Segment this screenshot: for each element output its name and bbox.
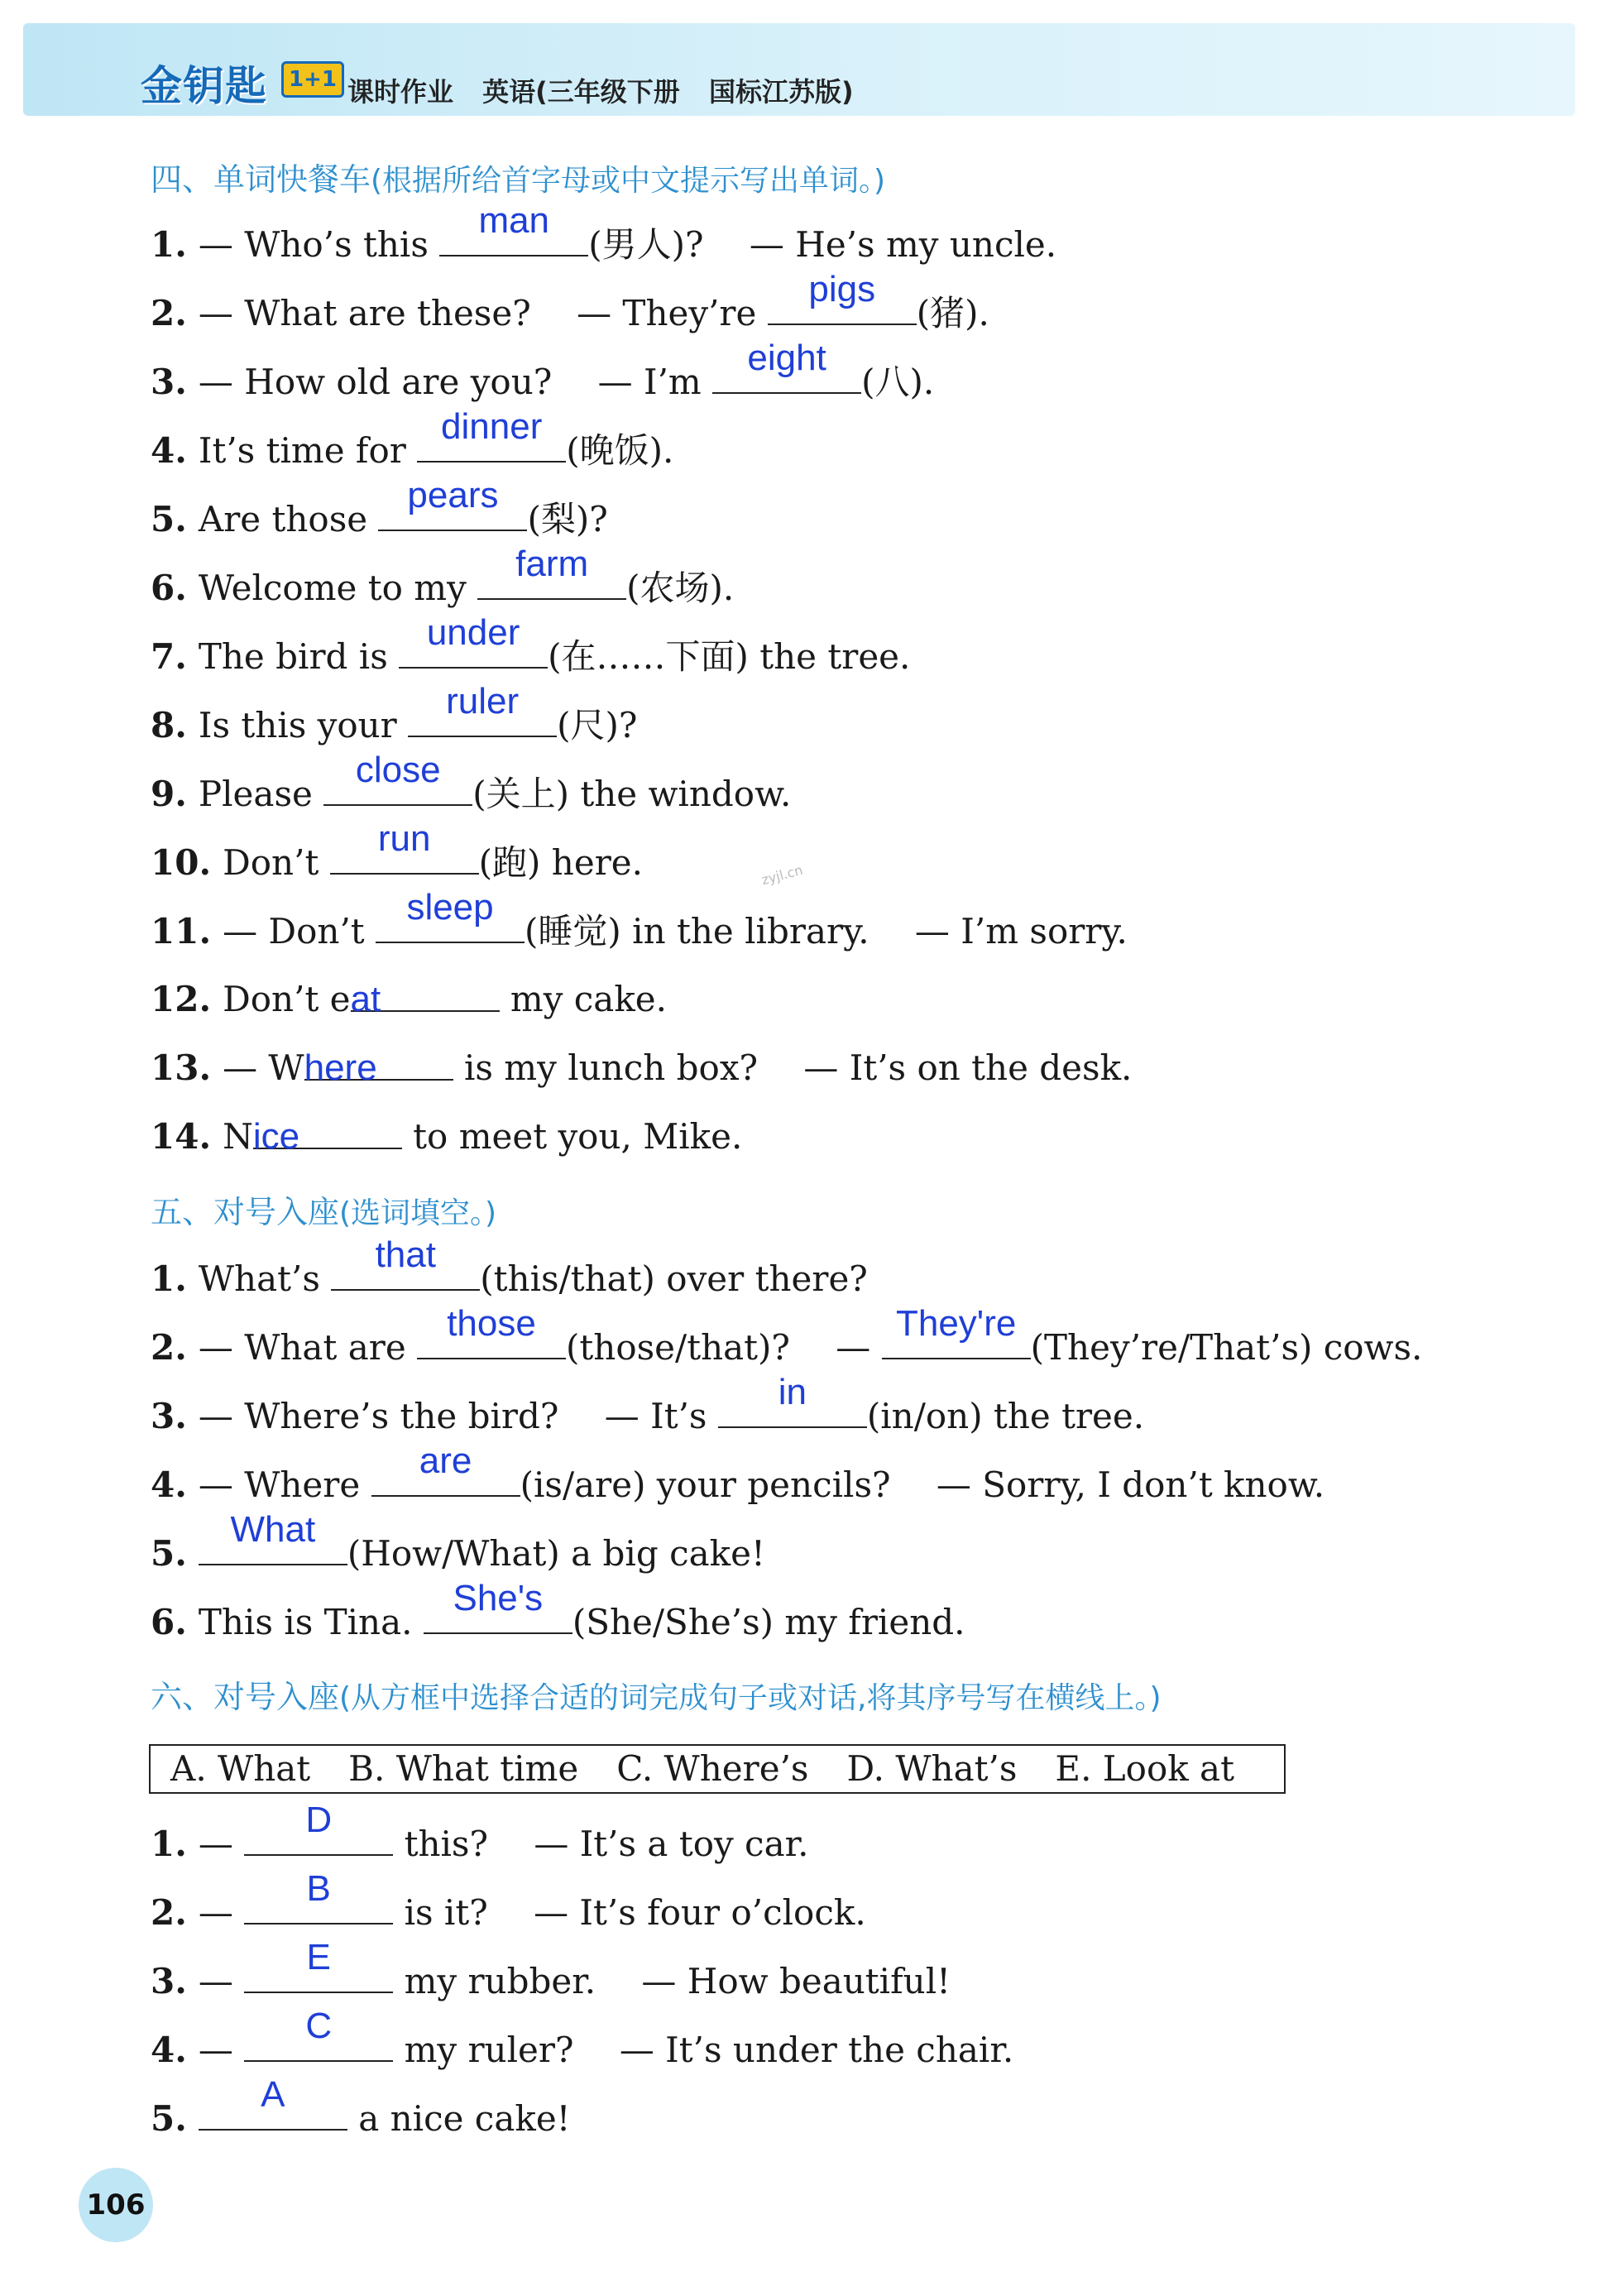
s4-item-4: 4. It’s time for dinner (晚饭). (151, 406, 674, 471)
answer-blank[interactable]: She's (424, 1593, 572, 1634)
s5-item-6: 6. This is Tina. She's (She/She’s) my friend. (151, 1578, 965, 1642)
answer-blank[interactable]: D (244, 1814, 393, 1856)
header-edition: 国标江苏版) (708, 76, 854, 108)
answer-blank[interactable]: in (718, 1387, 867, 1428)
answer-blank[interactable]: here (304, 1039, 453, 1081)
s4-item-6: 6. Welcome to my farm (农场). (151, 544, 735, 608)
s6-item-4: 4. — C my ruler? — It’s under the chair. (151, 2006, 1014, 2070)
section6-title: 六、对号入座(从方框中选择合适的词完成句子或对话,将其序号写在横线上。) (151, 1679, 1162, 1715)
s4-item-8: 8. Is this your ruler (尺)? (151, 681, 638, 745)
choice-b: B. What time (348, 1748, 579, 1789)
answer-blank[interactable]: those (417, 1318, 566, 1359)
header-subject: 英语(三年级下册 (482, 76, 680, 108)
answer-blank[interactable]: C (244, 2020, 393, 2062)
s4-item-12: 12. Don’t eat my cake. (151, 971, 667, 1028)
page-number: 106 (79, 2168, 153, 2242)
brand-badge: 1+1 (281, 61, 344, 98)
answer-blank[interactable]: at (351, 971, 500, 1012)
choice-c: C. Where’s (616, 1748, 809, 1789)
s6-item-3: 3. — E my rubber. — How beautiful! (151, 1937, 951, 2001)
s4-item-3: 3. — How old are you? — I’m eight (八). (151, 338, 935, 402)
s5-item-2: 2. — What are those (those/that)? — They're (They’re/That’s) cows. (151, 1303, 1423, 1368)
answer-blank[interactable]: They're (882, 1318, 1031, 1359)
watermark: zyjl.cn (759, 861, 805, 889)
answer-blank[interactable]: A (199, 2089, 347, 2131)
header-series: 课时作业 (347, 76, 454, 108)
s6-item-5: 5. A a nice cake! (151, 2074, 571, 2139)
answer-blank[interactable]: sleep (376, 902, 525, 943)
s4-item-1: 1. — Who’s this man (男人)? — He’s my uncle. (151, 200, 1057, 265)
s6-item-2: 2. — B is it? — It’s four o’clock. (151, 1868, 866, 1933)
answer-blank[interactable]: farm (477, 558, 626, 600)
choice-e: E. Look at (1055, 1748, 1234, 1789)
s4-item-10: 10. Don’t run (跑) here. (151, 818, 643, 883)
choice-box (149, 1744, 1286, 1794)
answer-blank[interactable]: B (244, 1883, 393, 1925)
s4-item-9: 9. Please close (关上) the window. (151, 750, 792, 814)
answer-blank[interactable]: dinner (417, 421, 566, 463)
section4-title: 四、单词快餐车(根据所给首字母或中文提示写出单词。) (151, 161, 886, 198)
answer-blank[interactable]: eight (712, 352, 861, 394)
s4-item-13: 13. — Where is my lunch box? — It’s on the desk. (151, 1039, 1132, 1097)
s4-item-14: 14. Nice to meet you, Mike. (151, 1108, 742, 1166)
answer-blank[interactable]: ice (253, 1108, 402, 1149)
answer-blank[interactable]: ruler (408, 696, 557, 737)
s4-item-2: 2. — What are these? — They’re pigs (猪). (151, 269, 989, 333)
s5-item-4: 4. — Where are (is/are) your pencils? — Sorry, I don’t know. (151, 1440, 1325, 1505)
answer-blank[interactable]: run (330, 833, 479, 875)
choice-a: A. What (170, 1748, 311, 1789)
answer-blank[interactable]: close (323, 765, 472, 806)
answer-blank[interactable]: What (199, 1524, 347, 1565)
s5-item-5: 5. What (How/What) a big cake! (151, 1509, 765, 1574)
answer-blank[interactable]: under (399, 627, 548, 669)
answer-blank[interactable]: man (439, 215, 588, 256)
brand-logo: 金钥匙 (141, 62, 267, 110)
s5-item-1: 1. What’s that (this/that) over there? (151, 1234, 868, 1299)
answer-blank[interactable]: E (244, 1952, 393, 1993)
answer-blank[interactable]: pears (378, 490, 527, 531)
answer-blank[interactable]: pigs (768, 284, 917, 325)
section5-title: 五、对号入座(选词填空。) (151, 1194, 497, 1230)
s4-item-7: 7. The bird is under (在……下面) the tree. (151, 612, 911, 677)
answer-blank[interactable]: that (331, 1249, 480, 1291)
s4-item-5: 5. Are those pears (梨)? (151, 475, 608, 539)
answer-blank[interactable]: are (371, 1455, 520, 1497)
header-info (347, 71, 874, 109)
s5-item-3: 3. — Where’s the bird? — It’s in (in/on) the tree. (151, 1372, 1145, 1436)
s4-item-11: 11. — Don’t sleep (睡觉) in the library. — I’m sorry. (151, 887, 1128, 951)
choice-d: D. What’s (846, 1748, 1018, 1789)
s6-item-1: 1. — D this? — It’s a toy car. (151, 1800, 809, 1864)
